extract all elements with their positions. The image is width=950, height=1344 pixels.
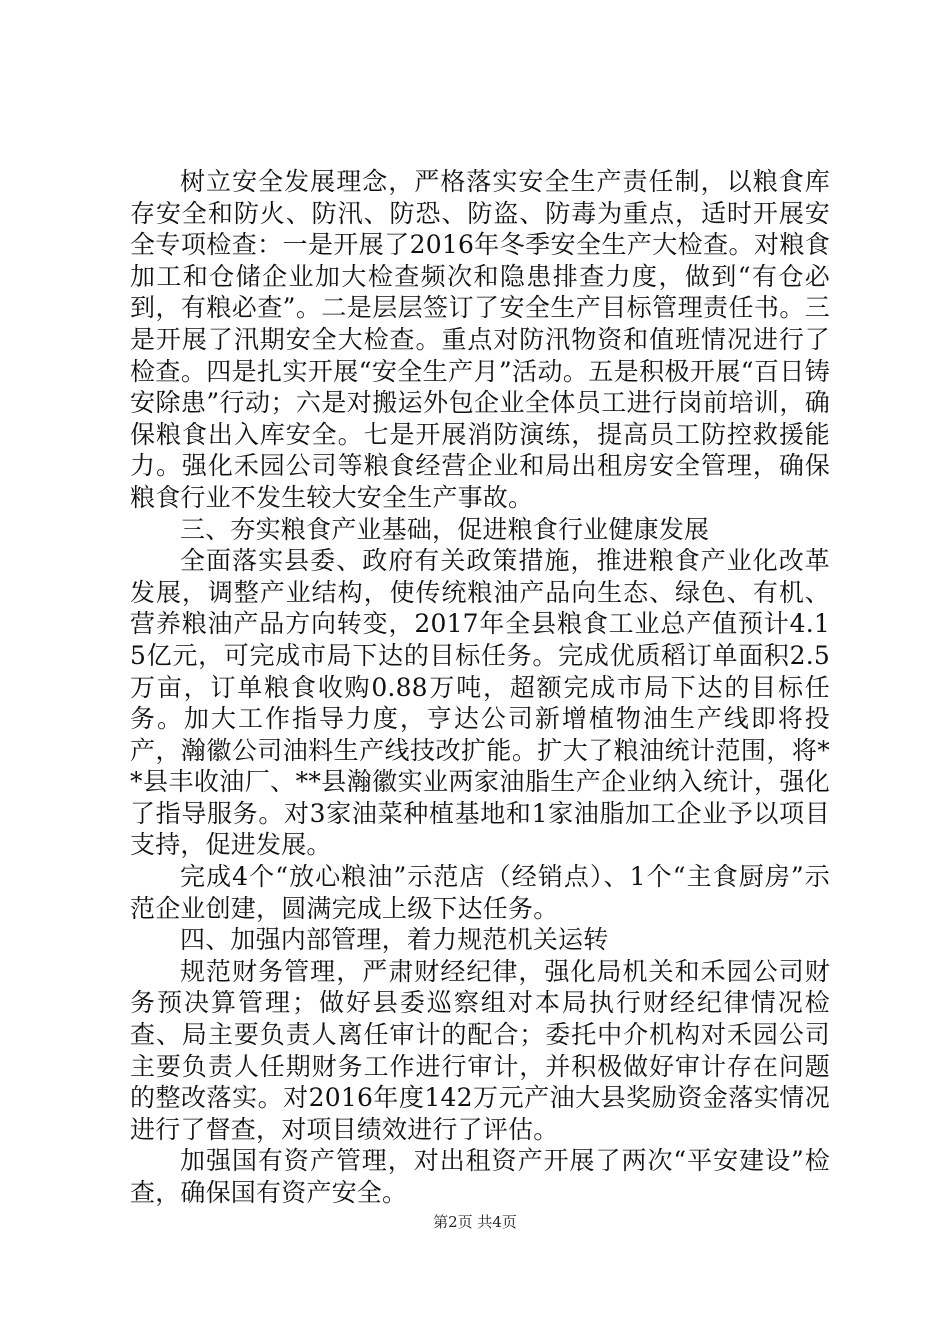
section-heading-four: 四、加强内部管理，着力规范机关运转: [180, 925, 609, 955]
paragraph-finance: 规范财务管理，严肃财经纪律，强化局机关和禾园公司财务预决算管理；做好县委巡察组对本局执行财经纪律情况检查、局主要负责人离任审计的配合；委托中介机构对禾园公司主要负责人任期财务工作进行审计，并积极做好审计存在问题的整改落实。对2016年度142万元产油大县奖励资金落实情况进行了督查，对项目绩效进行了评估。: [130, 956, 830, 1144]
paragraph-safety: 树立安全发展理念，严格落实安全生产责任制，以粮食库存安全和防火、防汛、防恐、防盗、防毒为重点，适时开展安全专项检查：一是开展了2016年冬季安全生产大检查。对粮食加工和仓储企业加大检查频次和隐患排查力度，做到“有仓必到，有粮必查”。二是层层签订了安全生产目标管理责任书。三是开展了汛期安全大检查。重点对防汛物资和值班情况进行了检查。四是扎实开展“安全生产月”活动。五是积极开展“百日铸安除患”行动；六是对搬运外包企业全体员工进行岗前培训，确保粮食出入库安全。七是开展消防演练，提高员工防控救援能力。强化禾园公司等粮食经营企业和局出租房安全管理，确保粮食行业不发生较大安全生产事故。: [130, 167, 830, 512]
paragraph-industry: 全面落实县委、政府有关政策措施，推进粮食产业化改革发展，调整产业结构，使传统粮油产品向生态、绿色、有机、营养粮油产品方向转变，2017年全县粮食工业总产值预计4.15亿元，可完成市局下达的目标任务。完成优质稻订单面积2.5万亩，订单粮食收购0.88万吨，超额完成市局下达的目标任务。加大工作指导力度，亨达公司新增植物油生产线即将投产，瀚徽公司油料生产线技改扩能。扩大了粮油统计范围，将**县丰收油厂、**县瀚徽实业两家油脂生产企业纳入统计，强化了指导服务。对3家油菜种植基地和1家油脂加工企业予以项目支持，促进发展。: [130, 546, 830, 860]
document-body: [130, 166, 830, 1209]
paragraph-assets: 加强国有资产管理，对出租资产开展了两次“平安建设”检查，确保国有资产安全。: [130, 1146, 830, 1207]
section-heading-three: 三、夯实粮食产业基础，促进粮食行业健康发展: [180, 514, 710, 544]
page-number-footer: 第2页 共4页: [433, 1213, 517, 1231]
paragraph-grain-oil-stores: 完成4个“放心粮油”示范店（经销点）、1个“主食厨房”示范企业创建，圆满完成上级下达任务。: [130, 862, 830, 923]
